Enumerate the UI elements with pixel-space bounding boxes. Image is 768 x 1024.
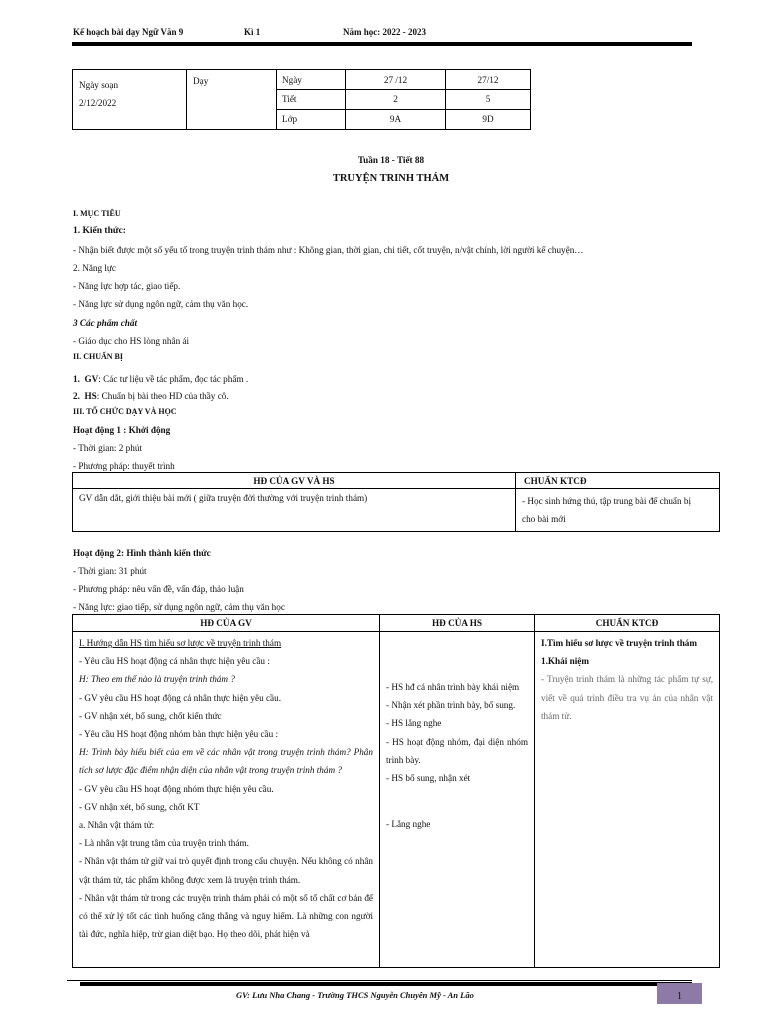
quality-item: - Giáo dục cho HS lòng nhân ái xyxy=(73,336,190,346)
prep-hs-num: 2. xyxy=(73,391,80,401)
prep-gv-text: : Các tư liệu về tác phẩm, đọc tác phẩm . xyxy=(98,374,249,384)
activity1-ktcd-line: - Học sinh hứng thú, tập trung bài để chuẩn bị xyxy=(522,496,692,506)
activity1-col-ktcd: CHUẨN KTCĐ xyxy=(516,473,720,489)
prep-gv xyxy=(73,374,248,384)
gv-line: - Là nhân vật trung tâm của truyện trinh thám. xyxy=(79,838,249,849)
schedule-cell: 5 xyxy=(446,90,531,110)
header-year: Năm học: 2022 - 2023 xyxy=(343,27,426,37)
lesson-week: Tuần 18 - Tiết 88 xyxy=(357,155,425,165)
activity1-method: - Phương pháp: thuyết trình xyxy=(73,461,175,471)
activity2-title xyxy=(73,548,211,558)
competence-item: - Năng lực hợp tác, giao tiếp. xyxy=(73,281,181,291)
activity2-ktcd-cell xyxy=(535,632,720,968)
gv-paragraph: - Nhân vật thám tử giữ vai trò quyết định trong cấu chuyện. Nếu không có nhân vật thám tử, tác phẩm không được xem là truyện trinh thám. xyxy=(79,856,373,885)
activity1-col-gv: HĐ CỦA GV VÀ HS xyxy=(73,473,516,489)
schedule-row-label: Lớp xyxy=(277,110,346,130)
activity2-table xyxy=(72,614,720,968)
activity1-ktcd-line: cho bài mới xyxy=(522,514,566,524)
prep-hs-label: HS xyxy=(84,391,97,401)
ktcd-line: 1.Khái niệm xyxy=(541,656,589,667)
activity2-col-gv: HĐ CỦA GV xyxy=(73,615,380,632)
prep-gv-label: GV xyxy=(84,374,99,384)
schedule-table xyxy=(72,69,531,130)
gv-line: - GV yêu cầu HS hoạt động cá nhân thực hiện yêu cầu. xyxy=(79,692,282,703)
hs-line: - Nhận xét phần trình bày, bổ sung. xyxy=(386,700,516,711)
gv-line: - GV nhận xét, bổ sung, chốt kiến thức xyxy=(79,710,222,721)
prep-heading: II. CHUẨN BỊ xyxy=(73,352,124,361)
prep-gv-num: 1. xyxy=(73,374,80,384)
header-rule xyxy=(72,42,692,46)
gv-line: - GV nhận xét, bổ sung, chốt KT xyxy=(79,801,200,812)
gv-line: - Yêu cầu HS hoạt động cá nhân thực hiện yêu cầu : xyxy=(79,656,270,667)
knowledge-text: - Nhận biết được một số yếu tố trong truyện trinh thám như : Không gian, thời gian, chi tiết, cốt truyện, n/vật chính, lời người kể chuyện… xyxy=(73,245,584,255)
activity2-gv-cell xyxy=(73,632,380,968)
schedule-row-label: Ngày xyxy=(277,70,346,90)
schedule-cell: 27/12 xyxy=(446,70,531,90)
knowledge-title: 1. Kiến thức: xyxy=(73,226,126,236)
header-plan: Kế hoạch bài dạy Ngữ Văn 9 xyxy=(73,27,184,37)
activity1-time: - Thời gian: 2 phút xyxy=(73,443,142,453)
ktcd-paragraph: - Truyện trinh thám là những tác phẩm tự sự, viết về quá trình điều tra vụ án của nhân vật thám tử. xyxy=(541,674,713,721)
prep-hs-text: : Chuẩn bị bài theo HD của thầy cô. xyxy=(96,391,229,401)
competence-title: 2. Năng lực xyxy=(73,263,116,273)
schedule-row-label: Tiết xyxy=(277,90,346,110)
schedule-cell: 9D xyxy=(446,110,531,130)
day-label: Dạy xyxy=(193,76,209,86)
quality-title: 3 Các phẩm chất xyxy=(73,318,138,328)
footer-rule-thick xyxy=(80,982,692,986)
activity2-col-ktcd: CHUẨN KTCĐ xyxy=(535,615,720,632)
objectives-heading: I. MỤC TIÊU xyxy=(73,209,121,218)
ngay-soan-label: Ngày soạn xyxy=(79,80,119,90)
gv-line: I. Hướng dẫn HS tìm hiểu sơ lược về truyện trinh thám xyxy=(79,638,282,648)
schedule-cell: 9A xyxy=(346,110,446,130)
competence-item: - Năng lực sử dụng ngôn ngữ, cảm thụ văn học. xyxy=(73,299,249,309)
lesson-title: TRUYỆN TRINH THÁM xyxy=(332,173,450,184)
prep-hs xyxy=(73,391,229,401)
gv-line: a. Nhân vật thám tử: xyxy=(79,820,155,831)
day-cell xyxy=(187,70,277,130)
gv-line: - GV yêu cầu HS hoạt động nhóm thực hiện yêu cầu. xyxy=(79,783,274,794)
ngay-soan-cell xyxy=(73,70,187,130)
ktcd-line: I.Tìm hiểu sơ lược về truyện trinh thám xyxy=(541,638,698,648)
page-number: 1 xyxy=(677,991,682,1002)
activity2-time: - Thời gian: 31 phút xyxy=(73,566,147,576)
activity2-title-label: Hoạt động 2 xyxy=(73,548,121,558)
activity2-col-hs: HĐ CỦA HS xyxy=(380,615,535,632)
activity1-gv-text: GV dẫn dắt, giới thiệu bài mới ( giữa truyện đời thường với truyện trinh thám) xyxy=(73,489,516,532)
hs-line: - HS bổ sung, nhận xét xyxy=(386,773,471,784)
activity1-title: Hoạt động 1 : Khởi động xyxy=(73,425,171,435)
gv-paragraph: - Nhân vật thám tử trong các truyện trinh thám phải có một số tố chất cơ bản để có thể xử lý tốt các tình huống căng thẳng và nguy hiểm. Là những con người tài đức, nghĩa hiệp, trừ gian diệt bạo. Họ theo dõi, phát hiện và xyxy=(79,892,373,940)
schedule-cell: 2 xyxy=(346,90,446,110)
gv-question: H: Trình bày hiểu biết của em về các nhân vật trong truyện trinh thám? Phân tích sơ lược đặc điểm nhận diện của nhân vật trong truyện trinh thám ? xyxy=(79,747,373,776)
footer-rule xyxy=(67,980,692,981)
activity2-title-text: : Hình thành kiến thức xyxy=(121,548,211,558)
hs-line: - HS hđ cá nhân trình bày khái niệm xyxy=(386,682,520,692)
organize-heading: III. TỔ CHỨC DẠY VÀ HỌC xyxy=(73,407,177,416)
activity1-table xyxy=(72,472,720,532)
activity1-ktcd-cell xyxy=(516,489,720,532)
hs-line: - HS lắng nghe xyxy=(386,718,442,729)
page-number-box xyxy=(657,983,702,1004)
header-term: Kì 1 xyxy=(244,27,261,37)
gv-line: - Yêu cầu HS hoạt động nhóm bàn thực hiện yêu cầu : xyxy=(79,729,279,740)
activity2-method: - Phương pháp: nêu vấn đề, vấn đáp, thảo luận xyxy=(73,584,244,594)
gv-question: H: Theo em thế nào là truyện trinh thám ? xyxy=(79,674,235,685)
ngay-soan-value: 2/12/2022 xyxy=(79,98,117,108)
hs-line: - HS hoạt động nhóm, đại diện nhóm trình bày. xyxy=(386,736,528,765)
hs-line: - Lắng nghe xyxy=(386,819,431,830)
activity2-hs-cell xyxy=(380,632,535,968)
footer-text: GV: Lưu Nha Chang - Trường THCS Nguyễn Chuyên Mỹ - An Lão xyxy=(236,990,474,1000)
activity2-competence: - Năng lực: giao tiếp, sử dụng ngôn ngữ, cảm thụ văn học xyxy=(73,602,285,612)
schedule-cell: 27 /12 xyxy=(346,70,446,90)
